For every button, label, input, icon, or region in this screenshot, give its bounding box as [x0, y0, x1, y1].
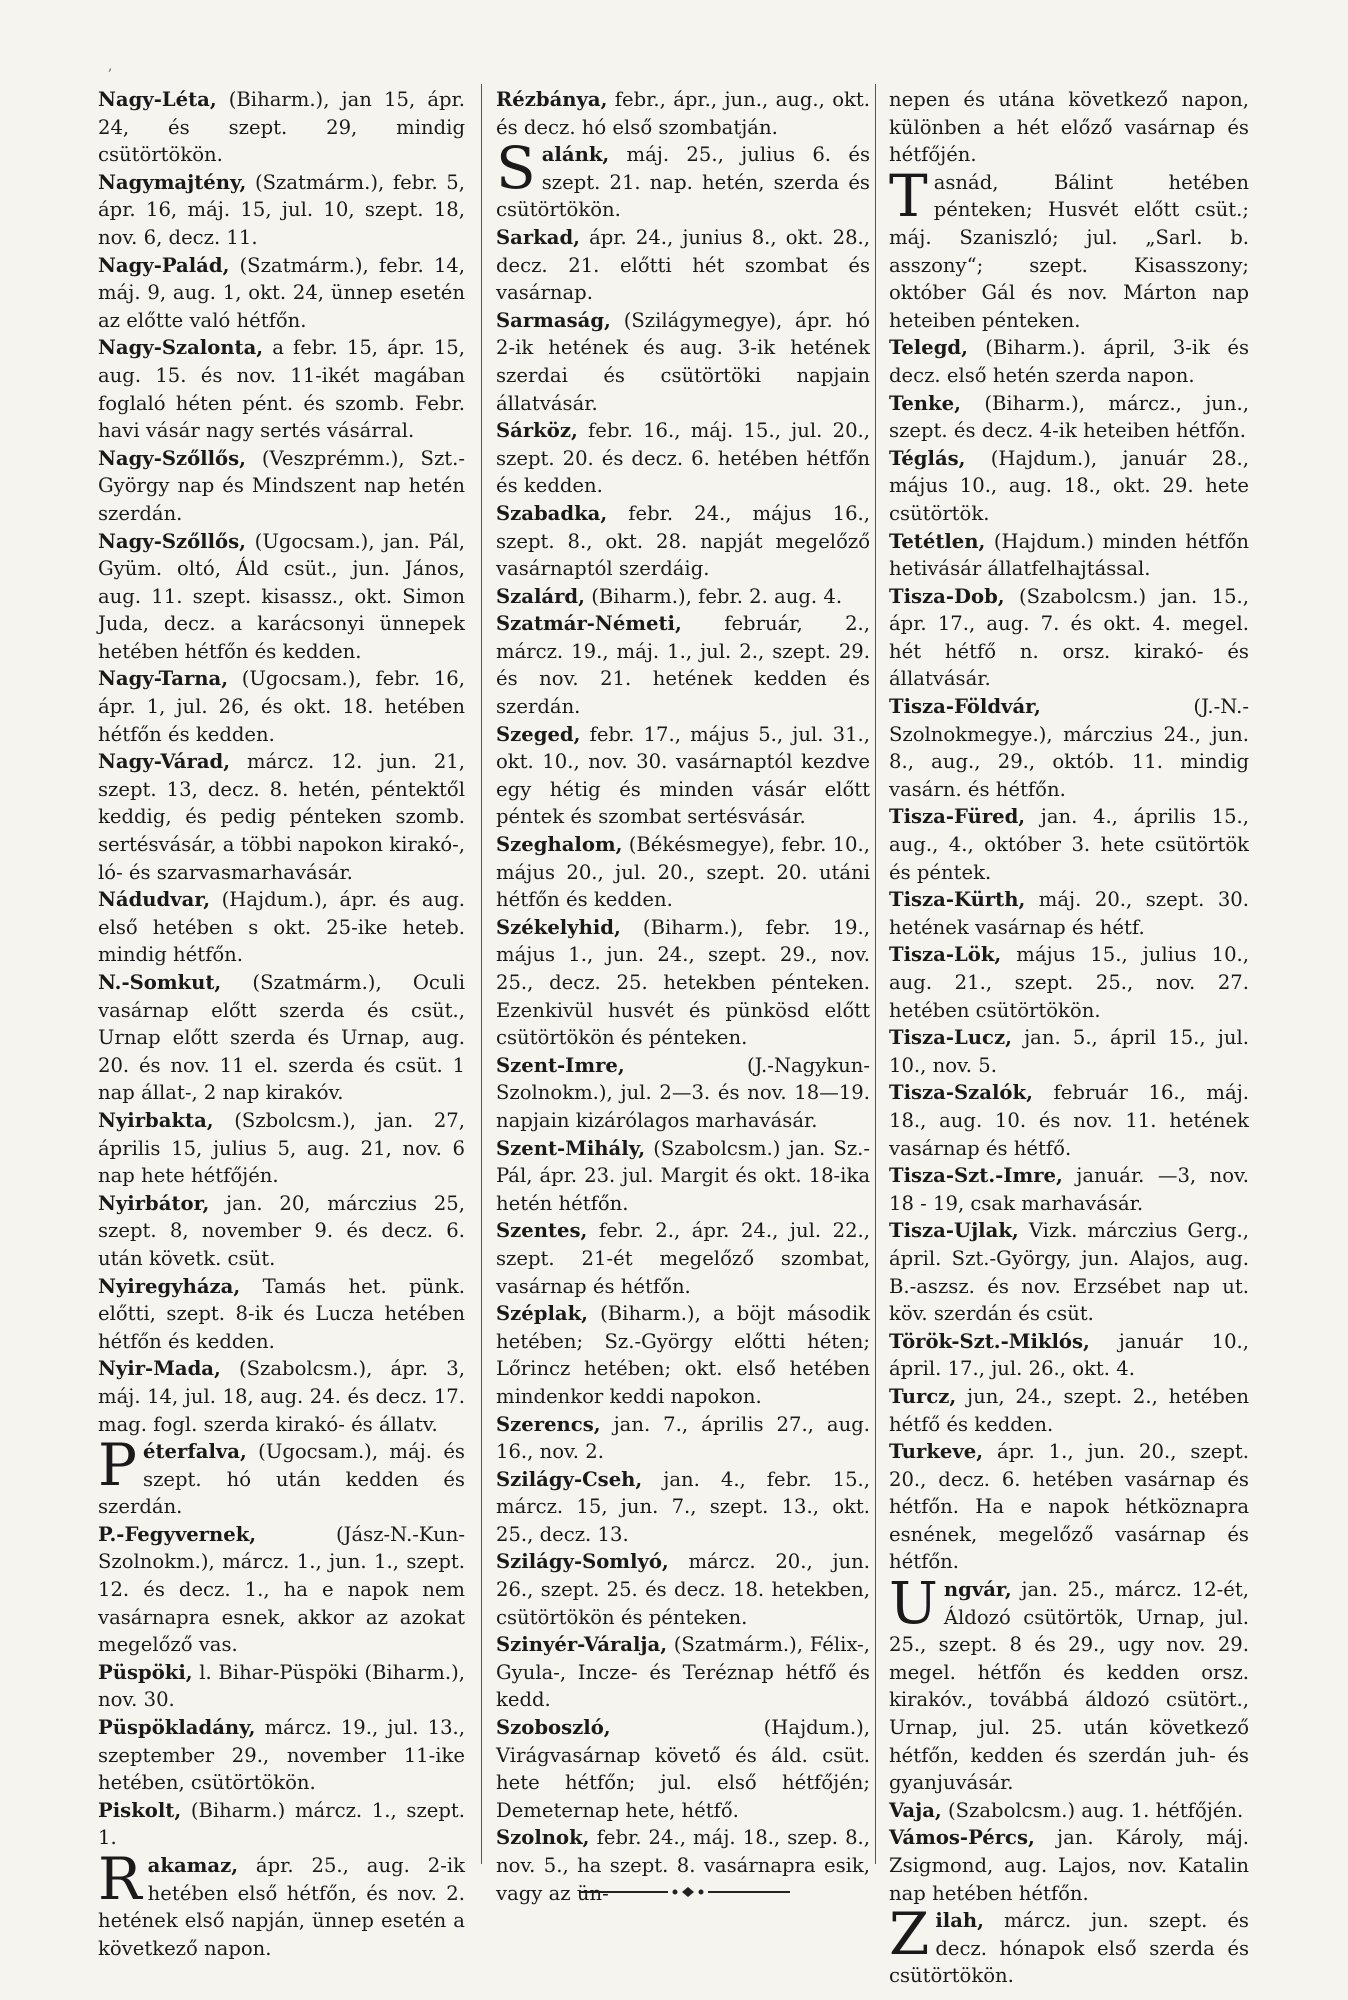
market-dates: ápr. 24., junius 8., okt. 28., decz. 21. előtti hét szombat és vasárnap. — [496, 225, 870, 305]
market-dates: ápr. 1., jun. 20., szept. 20., decz. 6. hetében vasárnap és hétfőn. Ha e napok hétköznapra esnének, megelőző vasárnap és hétfőn. — [889, 1440, 1249, 1574]
place-name: akamaz, — [147, 1854, 239, 1877]
market-dates: jan. 20, márczius 25, szept. 8, november 9. és decz. 6. után követk. csüt. — [98, 1191, 465, 1270]
drop-cap: P — [98, 1431, 138, 1500]
place-name: Nagy-Szalonta, — [98, 336, 264, 360]
market-dates: febr. 2., ápr. 24., jul. 22., szept. 21-ét megelőző szombat, vasárnap és hétfőn. — [496, 1219, 870, 1298]
market-entry — [496, 1217, 870, 1300]
market-dates: január. —3, nov. 18 - 19, csak marhavásár. — [889, 1164, 1249, 1215]
market-dates: ápr. 25., aug. 2-ik hetében első hétfőn, és nov. 2. hetének első napján, ünnep esetén a következő napon. — [98, 1854, 465, 1960]
place-name: Török-Szt.-Miklós, — [889, 1329, 1090, 1353]
market-entry — [496, 500, 870, 583]
market-dates: (Biharm.), márcz., jun., szept. és decz. 4-ik heteiben hétfőn. — [889, 391, 1249, 443]
column-rule-right — [875, 84, 876, 1864]
place-name: Nagy-Szőllős, — [98, 446, 246, 470]
market-dates: (Szabolcsm.) jan. 15., ápr. 17., aug. 7. és okt. 4. megel. hét hétfő n. orsz. kirakó- és állatvásár. — [889, 584, 1249, 691]
place-name: Szolnok, — [496, 1826, 590, 1850]
market-dates: (Ugocsam.), máj. és szept. hó után kedden és szerdán. — [98, 1440, 465, 1519]
market-dates: (Biharm.), febr. 2. aug. 4. — [591, 584, 843, 608]
place-name: Nagy-Palád, — [98, 253, 230, 277]
place-name: Vámos-Pércs, — [889, 1826, 1035, 1850]
place-name: Nagymajtény, — [98, 170, 247, 194]
column-3 — [889, 86, 1249, 1990]
place-name: Tisza-Földvár, — [889, 695, 1041, 719]
market-dates: (Biharm.), febr. 19., május 1., jun. 24., szept. 29., nov. 25., decz. 25. hetekben pénteken. Ezenkivül husvét és pünkösd előtt csütörtökön és pénteken. — [496, 915, 870, 1050]
market-entry — [889, 693, 1249, 803]
market-dates: (Szabolcsm.) aug. 1. hétfőjén. — [947, 1798, 1244, 1822]
market-dates: (Veszprémm.), Szt.-György nap és Mindszent nap hetén szerdán. — [98, 446, 465, 525]
market-dates: asnád, Bálint hetében pénteken; Husvét előtt csüt.; máj. Szaniszló; jul. „Sarl. b. asszony“; szept. Kisasszony; október Gál és nov. Márton nap heteiben pénteken. — [889, 170, 1249, 332]
place-name: Tenke, — [889, 391, 961, 415]
place-name: Tisza-Kürth, — [889, 888, 1026, 912]
market-dates: febr. 17., május 5., jul. 31., okt. 10., nov. 30. vasárnaptól kezdve egy hétig és minden vásár előtt péntek és szombat sertésvásár. — [496, 722, 870, 829]
column-2 — [496, 86, 870, 1907]
market-dates: (Hajdum.), ápr. és aug. első hetében s okt. 25-ike heteb. mindig hétfőn. — [98, 888, 466, 967]
market-dates: (Szatmárm.), febr. 14, máj. 9, aug. 1, okt. 24, ünnep esetén az előtte való hétfőn. — [98, 253, 465, 332]
column-rule-left — [481, 84, 482, 1864]
market-dates: (Biharm.). ápril, 3-ik és decz. első hetén szerda napon. — [889, 336, 1249, 387]
market-entry — [98, 169, 465, 252]
market-entry — [496, 134, 870, 224]
drop-cap: U — [889, 1569, 938, 1638]
drop-cap: Z — [889, 1900, 930, 1969]
place-name: N.-Somkut, — [98, 971, 222, 994]
market-dates: február, 2., márcz. 19., máj. 1., jul. 2., szept. 29. és nov. 21. hetének kedden és szerdán. — [496, 612, 870, 719]
place-name: Tisza-Lök, — [889, 943, 1002, 967]
market-entry — [496, 1411, 870, 1466]
market-entry — [889, 1900, 1249, 1990]
place-name: Tisza-Dob, — [889, 584, 1005, 608]
market-dates: febr., ápr., jun., aug., okt. és decz. hó első szombatján. — [496, 88, 870, 139]
market-entry — [98, 1355, 465, 1438]
market-entry — [98, 886, 465, 969]
market-entry — [98, 1659, 465, 1714]
market-entry — [889, 583, 1249, 693]
market-dates: február 16., máj. 18., aug. 10. és nov. 11. hetének vasárnap és hétfő. — [889, 1081, 1249, 1160]
place-name: Tetétlen, — [889, 529, 986, 553]
market-dates: márcz. 19., jul. 13., szeptember 29., november 11-ike hetében, csütörtökön. — [98, 1716, 465, 1795]
place-name: P.-Fegyvernek, — [98, 1522, 257, 1546]
market-dates: január 10., ápril. 17., jul. 26., okt. 4. — [889, 1329, 1249, 1381]
market-dates: (Ugocsam.), jan. Pál, Gyüm. oltó, Áld csüt., jun. János, aug. 11. szept. kisassz., okt. Simon Juda, decz. a karácsonyi ünnepek hetében hétfőn és kedden. — [98, 529, 465, 663]
market-entry — [98, 969, 465, 1107]
market-entry — [98, 665, 465, 748]
place-name: Szentes, — [496, 1219, 588, 1243]
place-name: Turcz, — [889, 1384, 957, 1408]
place-name: Szoboszló, — [496, 1716, 611, 1740]
market-entry — [496, 721, 870, 831]
market-dates: jan. Károly, máj. Zsigmond, aug. Lajos, nov. Katalin nap hetében hétfőn. — [889, 1826, 1249, 1905]
place-name: Rézbánya, — [496, 88, 608, 111]
market-dates: jan. 5., ápril 15., jul. 10., nov. 5. — [889, 1026, 1249, 1077]
market-entry — [889, 1162, 1249, 1217]
market-entry — [496, 914, 870, 1052]
market-entry — [98, 86, 465, 169]
place-name: Püspökladány, — [98, 1716, 256, 1740]
market-entry — [889, 941, 1249, 1024]
place-name: Széplak, — [496, 1302, 588, 1326]
market-entry — [889, 1024, 1249, 1079]
market-dates: nepen és utána következő napon, különben a hét előző vasárnap és hétfőjén. — [889, 88, 1249, 167]
market-entry — [496, 1052, 870, 1135]
market-dates: jan. 4., febr. 15., márcz. 15, jun. 7., szept. 13., okt. 25., decz. 13. — [496, 1467, 870, 1546]
place-name: Szabadka, — [496, 501, 608, 525]
market-entry — [98, 1845, 465, 1962]
market-dates: máj. 20., szept. 30. hetének vasárnap és hétf. — [889, 888, 1249, 939]
market-entry — [98, 748, 465, 886]
place-name: Sarmaság, — [496, 308, 611, 332]
market-entry — [889, 86, 1249, 169]
place-name: Sarkad, — [496, 225, 580, 249]
place-name: Nádudvar, — [98, 888, 211, 912]
market-dates: Tamás het. pünk. előtti, szept. 8-ik és Lucza hetében hétfőn és kedden. — [98, 1274, 466, 1353]
place-name: ilah, — [935, 1909, 984, 1933]
drop-cap: T — [889, 161, 928, 230]
market-entry — [98, 1521, 465, 1659]
market-entry — [889, 803, 1249, 886]
place-name: Szerencs, — [496, 1412, 601, 1436]
market-dates: (Szatmárm.), febr. 5, ápr. 16, máj. 15, jul. 10, szept. 18, nov. 6, decz. 11. — [98, 170, 465, 249]
place-name: Tisza-Lucz, — [889, 1026, 1012, 1050]
market-dates: a febr. 15, ápr. 15, aug. 15. és nov. 11-ikét magában foglaló héten pént. és szomb. Febr. havi vásár nagy sertés vásárral. — [98, 336, 465, 443]
market-dates: jan. 4., április 15., aug., 4., október 3. hete csütörtök és péntek. — [889, 805, 1249, 884]
market-entry — [98, 1190, 465, 1273]
market-dates: (Szbolcsm.), jan. 27, április 15, julius 5, aug. 21, nov. 6 nap hete hétfőjén. — [98, 1108, 465, 1188]
market-dates: (Ugocsam.), febr. 16, ápr. 1, jul. 26, és okt. 18. hetében hétfőn és kedden. — [98, 667, 465, 746]
drop-cap: S — [496, 134, 536, 203]
market-entry — [98, 1714, 465, 1797]
place-name: Szeghalom, — [496, 833, 623, 857]
corner-mark: , — [108, 58, 113, 74]
market-entry — [98, 1273, 465, 1356]
market-dates: febr. 24., május 16., szept. 8., okt. 28. napját megelőző vasárnaptól szerdáig. — [496, 501, 871, 581]
market-entry — [98, 334, 465, 444]
market-dates: (Hajdum.), január 28., május 10., aug. 18., okt. 29. hete csütörtök. — [889, 446, 1249, 525]
place-name: Nagy-Tarna, — [98, 667, 229, 691]
place-name: Szatmár-Németi, — [496, 612, 682, 636]
market-dates: (Békésmegye), febr. 10., május 20., jul. 20., szept. 20. utáni hétfőn és kedden. — [496, 833, 870, 912]
market-dates: máj. 25., julius 6. és szept. 21. nap. hetén, szerda és csütörtökön. — [496, 143, 870, 222]
market-entry — [98, 252, 465, 335]
place-name: Nagy-Léta, — [98, 88, 217, 111]
market-dates: (J.-Nagykun-Szolnokm.), jul. 2—3. és nov. 18—19. napjain kizárólagos marhavásár. — [496, 1053, 870, 1132]
market-entry — [889, 528, 1249, 583]
market-entry — [496, 1135, 870, 1218]
place-name: Szalárd, — [496, 584, 585, 608]
place-name: Tisza-Szalók, — [889, 1081, 1033, 1105]
market-entry — [889, 886, 1249, 941]
market-entry — [889, 1328, 1249, 1383]
place-name: Tisza-Ujlak, — [889, 1219, 1019, 1243]
place-name: Piskolt, — [98, 1798, 182, 1822]
market-entry — [496, 610, 870, 720]
place-name: Nyiregyháza, — [98, 1274, 241, 1298]
drop-cap: R — [98, 1845, 142, 1913]
ornament-divider — [580, 1886, 790, 1898]
market-entry — [889, 1797, 1249, 1825]
place-name: Turkeve, — [889, 1440, 984, 1464]
market-entry — [98, 1431, 465, 1521]
market-dates: (Biharm.), jan 15, ápr. 24, és szept. 29, mindig csütörtökön. — [98, 88, 465, 167]
place-name: Szent-Imre, — [496, 1053, 625, 1077]
market-dates: jan. 7., április 27., aug. 16., nov. 2. — [496, 1412, 870, 1464]
market-entry — [889, 1569, 1249, 1797]
market-entry — [889, 334, 1249, 389]
place-name: Tisza-Füred, — [889, 805, 1026, 829]
market-entry — [496, 86, 870, 141]
market-entry — [98, 1107, 465, 1190]
market-entry — [496, 831, 870, 914]
place-name: éterfalva, — [143, 1440, 247, 1464]
market-entry — [98, 1797, 465, 1852]
column-1 — [98, 86, 465, 1962]
place-name: Nagy-Szőllős, — [98, 529, 246, 553]
place-name: Tisza-Szt.-Imre, — [889, 1164, 1063, 1188]
market-entry — [496, 1548, 870, 1631]
market-dates: (Szatmárm.), Félix-, Gyula-, Incze- és Teréznap hétfő és kedd. — [496, 1633, 870, 1712]
place-name: Szinyér-Váralja, — [496, 1633, 668, 1657]
market-dates: (Szatmárm.), Oculi vasárnap előtt szerda és csüt., Urnap előtt szerda és Urnap, aug. 20. és nov. 11 el. szerda és csüt. 1 nap állat-, 2 nap kirakóv. — [98, 971, 466, 1105]
market-entry — [889, 390, 1249, 445]
place-name: Sárköz, — [496, 419, 578, 443]
market-entry — [889, 1824, 1249, 1907]
market-entry — [496, 417, 870, 500]
market-dates: febr. 24., máj. 18., szep. 8., nov. 5., ha szept. 8. vasárnapra esik, vagy az ün- — [496, 1826, 870, 1905]
place-name: Telegd, — [889, 336, 968, 360]
market-dates: febr. 16., máj. 15., jul. 20., szept. 20. és decz. 6. hetében hétfőn és kedden. — [496, 419, 870, 498]
market-dates: (Jász-N.-Kun-Szolnokm.), márcz. 1., jun. 1., szept. 12. és decz. 1., ha e napok nem vasárnapra esnek, akkor az azokat megelőző vas. — [98, 1522, 465, 1657]
market-dates: (Biharm.) márcz. 1., szept. 1. — [98, 1798, 466, 1850]
place-name: Vaja, — [889, 1798, 942, 1822]
market-entry — [889, 1217, 1249, 1327]
place-name: Székelyhid, — [496, 915, 621, 939]
place-name: Szilágy-Cseh, — [496, 1467, 643, 1491]
market-dates: (Biharm.), a böjt második hetében; Sz.-György előtti héten; Lőrincz hetében; okt. első hetében mindenkor keddi napokon. — [496, 1302, 871, 1408]
place-name: Nyirbakta, — [98, 1108, 214, 1132]
market-dates: márcz. 20., jun. 26., szept. 25. és decz. 18. hetekben, csütörtökön és pénteken. — [496, 1550, 870, 1629]
market-dates: jun, 24., szept. 2., hetében hétfő és kedden. — [889, 1384, 1250, 1436]
market-entry — [889, 161, 1249, 335]
market-entry — [496, 224, 870, 307]
market-dates: (Szabolcsm.), ápr. 3, máj. 14, jul. 18, aug. 24. és decz. 17. mag. fogl. szerda kirakó- és állatv. — [98, 1357, 465, 1436]
market-dates: márcz. jun. szept. és decz. hónapok első szerda és csütörtökön. — [889, 1909, 1249, 1988]
market-entry — [496, 1466, 870, 1549]
place-name: Nyirbátor, — [98, 1191, 210, 1215]
market-dates: (Hajdum.) minden hétfőn hetivásár állatfelhajtással. — [889, 529, 1249, 581]
market-entry — [496, 307, 870, 417]
place-name: alánk, — [541, 143, 610, 167]
place-name: Téglás, — [889, 446, 966, 470]
market-entry — [889, 1383, 1249, 1438]
market-dates: l. Bihar-Püspöki (Biharm.), nov. 30. — [98, 1660, 465, 1712]
place-name: Szilágy-Somlyó, — [496, 1550, 669, 1574]
market-dates: (Szilágymegye), ápr. hó 2-ik hetének és aug. 3-ik hetének szerdai és csütörtöki napjain állatvásár. — [496, 308, 870, 415]
place-name: Nagy-Várad, — [98, 750, 231, 774]
market-entry — [98, 445, 465, 528]
market-entry — [889, 1438, 1249, 1576]
market-dates: márcz. 12. jun. 21, szept. 13, decz. 8. hetén, péntektől keddig, és pedig pénteken szomb. sertésvásár, a többi napokon kirakó-, ló- és szarvasmarhavásár. — [98, 750, 465, 884]
market-dates: május 15., julius 10., aug. 21., szept. 25., nov. 27. hetében csütörtökön. — [889, 943, 1249, 1022]
market-dates: jan. 25., márcz. 12-ét, Áldozó csütörtök, Urnap, jul. 25., szept. 8 és 29., ugy nov. 29. megel. hétfőn és kedden orsz. kirakóv., továbbá áldozó csütört., Urnap, jul. 25. után következő hétfőn, kedden és szerdán juh- és gyanjuvásár. — [889, 1578, 1249, 1795]
market-dates: (J.-N.-Szolnokmegye.), márczius 24., jun. 8., aug., 29., októb. 11. mindig vasárn. és hétfőn. — [889, 695, 1249, 801]
market-entry — [496, 1631, 870, 1714]
market-entry — [496, 1714, 870, 1824]
place-name: Püspöki, — [98, 1660, 193, 1684]
market-entry — [496, 1300, 870, 1410]
market-dates: (Hajdum.), Virágvasárnap követő és áld. csüt. hete hétfőn; jul. első hétfőjén; Demeternap hete, hétfő. — [496, 1716, 870, 1822]
place-name: Szent-Mihály, — [496, 1136, 646, 1160]
market-entry — [98, 528, 465, 666]
place-name: ngvár, — [943, 1578, 1012, 1602]
place-name: Szeged, — [496, 722, 581, 746]
market-entry — [889, 445, 1249, 528]
market-entry — [496, 583, 870, 611]
market-dates: Vizk. márczius Gerg., ápril. Szt.-György, jun. Alajos, aug. B.-aszsz. és nov. Erzsébet nap ut. köv. szerdán és csüt. — [889, 1219, 1249, 1326]
place-name: Nyir-Mada, — [98, 1357, 221, 1381]
market-dates: (Szabolcsm.) jan. Sz.-Pál, ápr. 23. jul. Margit és okt. 18-ika hetén hétfőn. — [496, 1136, 870, 1215]
market-entry — [889, 1079, 1249, 1162]
